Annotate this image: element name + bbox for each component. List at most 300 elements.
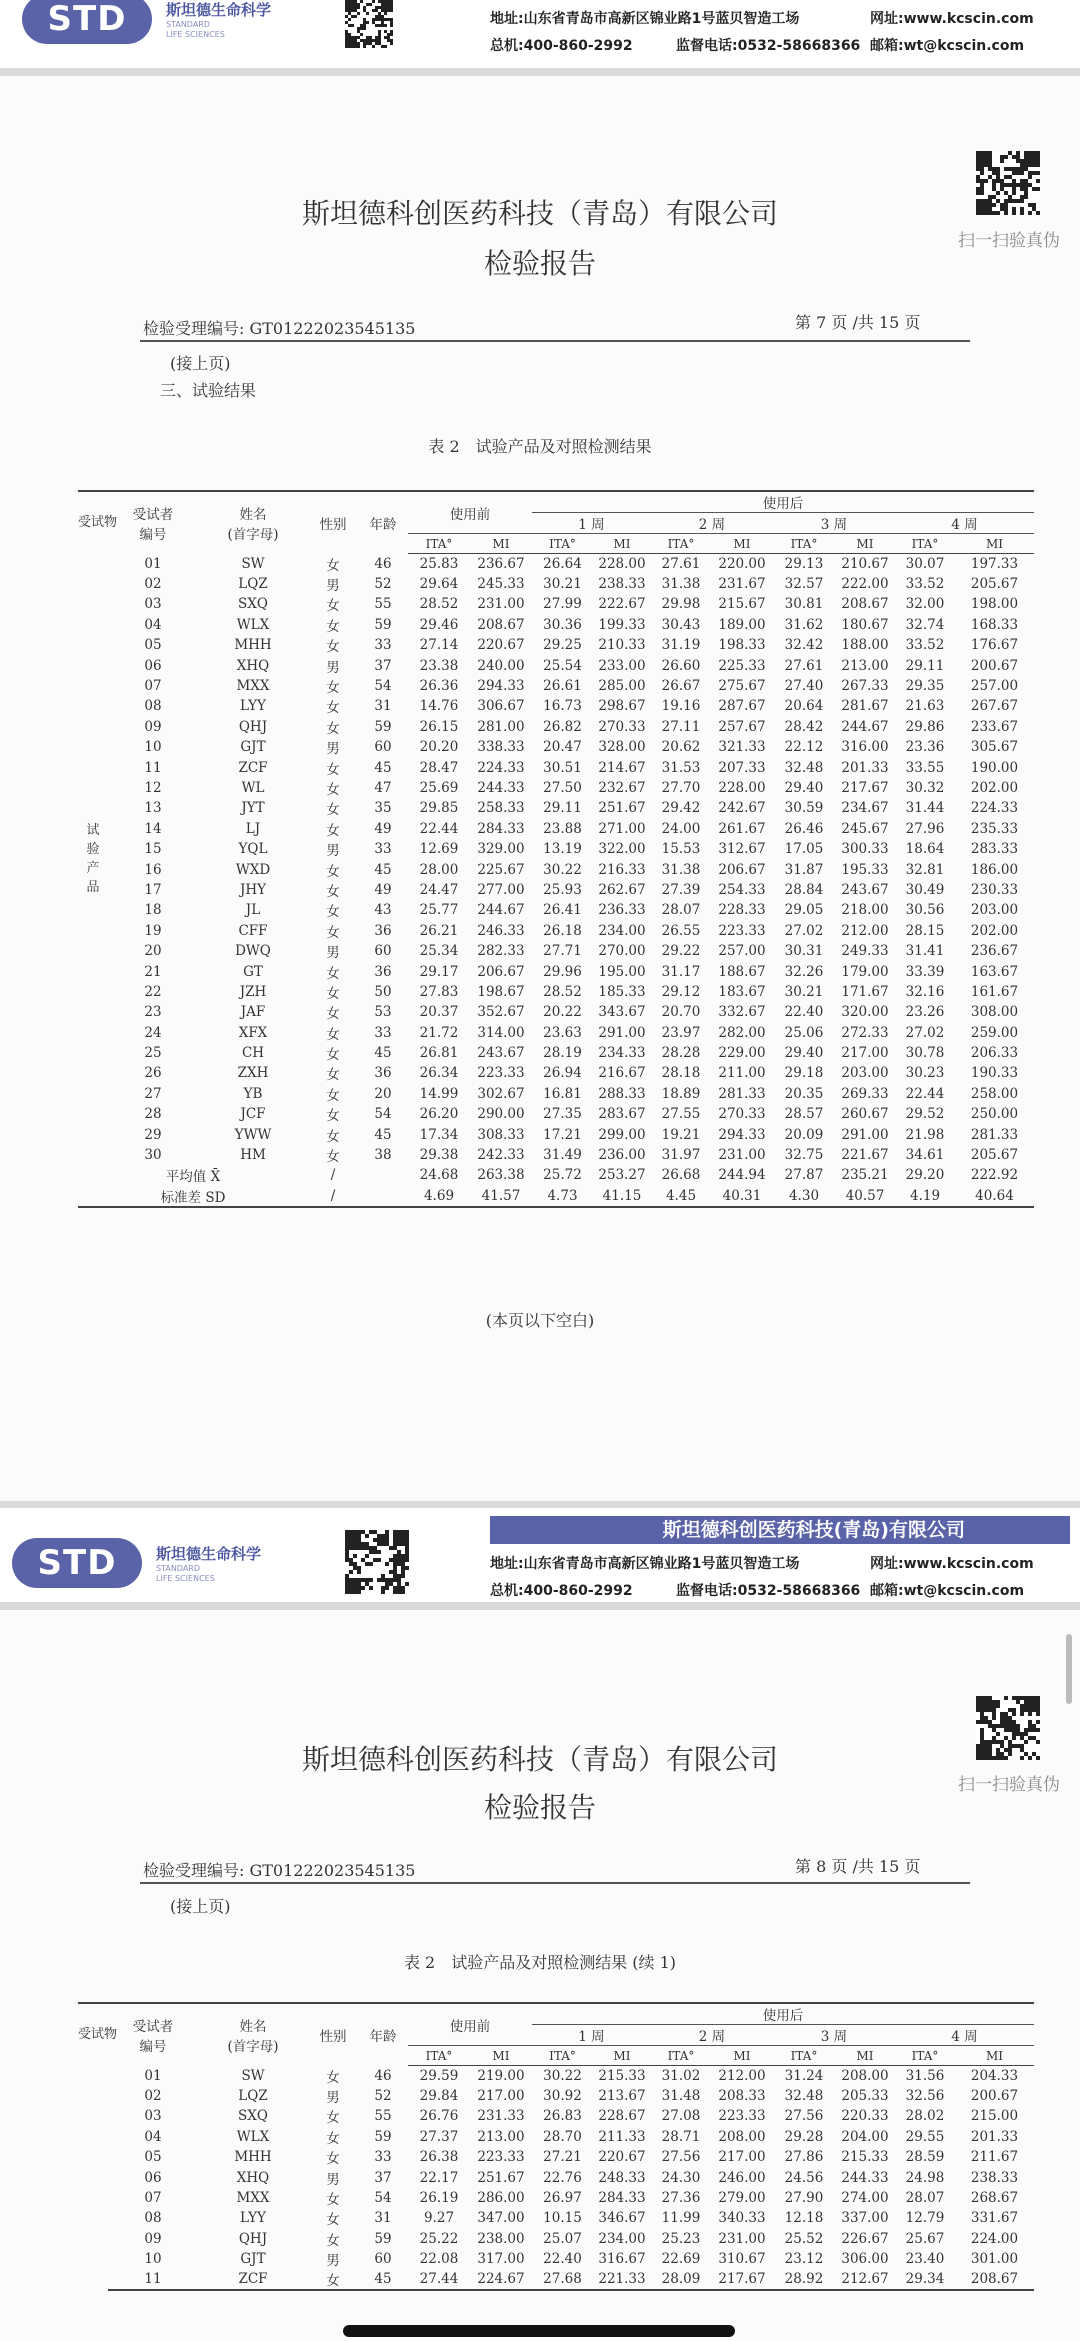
subject-age: 36 bbox=[374, 922, 392, 939]
measurement-value: 29.98 bbox=[661, 596, 701, 613]
table-row bbox=[78, 1084, 1034, 1104]
subject-sex: 女 bbox=[326, 1006, 340, 1023]
measurement-value: 25.07 bbox=[543, 2230, 582, 2247]
measurement-value: 198.33 bbox=[718, 637, 766, 654]
subject-no: 05 bbox=[144, 2149, 162, 2166]
subheader-ita: ITA° bbox=[532, 534, 593, 554]
measurement-value: 206.67 bbox=[718, 861, 766, 878]
header-name: 姓名 (首字母) bbox=[198, 491, 308, 554]
subject-initials: JL bbox=[245, 902, 261, 919]
measurement-value: 347.00 bbox=[477, 2210, 525, 2227]
header-age: 年龄 bbox=[358, 491, 408, 554]
subject-initials: SW bbox=[241, 555, 265, 572]
measurement-value: 26.19 bbox=[419, 2190, 459, 2207]
measurement-value: 231.00 bbox=[718, 2230, 766, 2247]
measurement-value: 26.97 bbox=[543, 2190, 582, 2207]
measurement-value: 281.00 bbox=[477, 718, 525, 735]
footer-address: 地址:山东省青岛市高新区锦业路1号蓝贝智造工场 bbox=[490, 11, 800, 27]
subject-no: 11 bbox=[144, 759, 162, 776]
measurement-value: 27.61 bbox=[661, 555, 701, 572]
measurement-value: 30.07 bbox=[905, 555, 945, 572]
measurement-value: 31.48 bbox=[661, 2088, 701, 2105]
subheader-mi: MI bbox=[470, 2046, 532, 2066]
subject-no: 07 bbox=[144, 2190, 162, 2207]
measurement-value: 30.92 bbox=[543, 2088, 582, 2105]
measurement-value: 18.64 bbox=[905, 841, 945, 858]
subject-age: 33 bbox=[374, 1024, 392, 1041]
subject-initials: WXD bbox=[235, 861, 271, 878]
measurement-value: 26.46 bbox=[784, 820, 824, 837]
measurement-value: 27.44 bbox=[408, 2269, 470, 2290]
measurement-value: 244.33 bbox=[841, 2169, 889, 2186]
subject-age: 52 bbox=[374, 576, 392, 593]
measurement-value: 31.87 bbox=[784, 861, 824, 878]
subheader-mi: MI bbox=[955, 2046, 1034, 2066]
subject-initials: YB bbox=[243, 1085, 263, 1102]
measurement-value: 29.38 bbox=[419, 1147, 459, 1164]
stat-value: 29.20 bbox=[905, 1167, 945, 1184]
measurement-value: 306.67 bbox=[477, 698, 525, 715]
measurement-value: 23.38 bbox=[419, 657, 459, 674]
measurement-value: 267.67 bbox=[970, 698, 1019, 715]
subject-age: 59 bbox=[374, 718, 392, 735]
measurement-value: 25.52 bbox=[784, 2230, 824, 2247]
subject-initials: JAF bbox=[240, 1004, 266, 1021]
measurement-value: 272.33 bbox=[841, 1024, 889, 1041]
measurement-value: 29.42 bbox=[661, 800, 701, 817]
subheader-ita: ITA° bbox=[408, 2046, 470, 2066]
subject-sex: 男 bbox=[326, 659, 340, 676]
header-rule bbox=[140, 1882, 970, 1884]
end-of-page-note: (本页以下空白) bbox=[485, 1311, 595, 1330]
measurement-value: 31.49 bbox=[543, 1147, 582, 1164]
measurement-value: 23.97 bbox=[661, 1024, 701, 1041]
measurement-value: 206.67 bbox=[477, 963, 525, 980]
measurement-value: 261.67 bbox=[718, 820, 766, 837]
measurement-value: 232.67 bbox=[598, 779, 646, 796]
measurement-value: 20.64 bbox=[784, 698, 824, 715]
subject-no: 10 bbox=[144, 739, 162, 756]
measurement-value: 208.67 bbox=[477, 616, 525, 633]
stat-value: 40.31 bbox=[711, 1186, 773, 1207]
subject-age: 38 bbox=[374, 1147, 392, 1164]
measurement-value: 337.00 bbox=[841, 2210, 889, 2227]
measurement-value: 257.00 bbox=[718, 943, 766, 960]
measurement-value: 277.00 bbox=[477, 881, 525, 898]
measurement-value: 31.38 bbox=[661, 861, 701, 878]
sd-row-slash: / bbox=[308, 1186, 358, 1207]
logo-en-text-1: STANDARD bbox=[166, 19, 211, 29]
subject-no: 14 bbox=[144, 820, 162, 837]
measurement-value: 231.00 bbox=[718, 1147, 766, 1164]
measurement-value: 26.82 bbox=[543, 718, 582, 735]
measurement-value: 22.44 bbox=[419, 820, 459, 837]
measurement-value: 212.67 bbox=[835, 2269, 895, 2290]
measurement-value: 31.62 bbox=[784, 616, 824, 633]
measurement-value: 224.33 bbox=[970, 800, 1019, 817]
logo-en-text-2: LIFE SCIENCES bbox=[166, 29, 225, 39]
measurement-value: 238.33 bbox=[598, 576, 646, 593]
measurement-value: 21.98 bbox=[905, 1126, 945, 1143]
header-week-3: 3 周 bbox=[773, 513, 895, 534]
subject-age: 54 bbox=[374, 1106, 392, 1123]
measurement-value: 220.67 bbox=[477, 637, 525, 654]
subject-sex: 女 bbox=[326, 1108, 340, 1125]
measurement-value: 21.63 bbox=[905, 698, 945, 715]
measurement-value: 22.40 bbox=[543, 2251, 582, 2268]
subject-age: 45 bbox=[374, 861, 392, 878]
measurement-value: 32.75 bbox=[784, 1147, 824, 1164]
measurement-value: 28.57 bbox=[784, 1106, 824, 1123]
measurement-value: 223.33 bbox=[718, 922, 766, 939]
subject-initials: GJT bbox=[240, 739, 266, 756]
subheader-ita: ITA° bbox=[651, 534, 711, 554]
company-logo bbox=[12, 1538, 261, 1588]
measurement-value: 29.17 bbox=[419, 963, 459, 980]
table-row bbox=[78, 941, 1034, 961]
measurement-value: 32.48 bbox=[784, 759, 824, 776]
measurement-value: 210.33 bbox=[598, 637, 646, 654]
measurement-value: 211.00 bbox=[718, 1065, 766, 1082]
measurement-value: 29.84 bbox=[419, 2088, 459, 2105]
subject-sex: 男 bbox=[326, 2171, 340, 2188]
measurement-value: 176.67 bbox=[970, 637, 1019, 654]
subject-sex: 女 bbox=[326, 1128, 340, 1145]
measurement-value: 242.33 bbox=[477, 1147, 525, 1164]
measurement-value: 29.96 bbox=[543, 963, 582, 980]
footer-address: 地址:山东省青岛市高新区锦业路1号蓝贝智造工场 bbox=[490, 1556, 800, 1572]
stat-value: 25.72 bbox=[543, 1167, 582, 1184]
subject-no: 09 bbox=[144, 2230, 162, 2247]
subject-age: 49 bbox=[374, 820, 392, 837]
measurement-value: 322.00 bbox=[598, 841, 646, 858]
table-row bbox=[78, 2188, 1034, 2208]
subject-sex: 女 bbox=[326, 1047, 340, 1064]
measurement-value: 30.81 bbox=[784, 596, 824, 613]
company-name-bar: 斯坦德科创医药科技(青岛)有限公司 bbox=[490, 1516, 1070, 1544]
measurement-value: 31.17 bbox=[661, 963, 701, 980]
measurement-value: 225.33 bbox=[718, 657, 766, 674]
stat-value: 244.94 bbox=[718, 1167, 766, 1184]
measurement-value: 284.33 bbox=[477, 820, 525, 837]
stat-value: 40.64 bbox=[955, 1186, 1034, 1207]
subheader-mi: MI bbox=[835, 2046, 895, 2066]
measurement-value: 231.00 bbox=[477, 596, 525, 613]
subject-age: 55 bbox=[374, 2108, 392, 2125]
subject-sex: 女 bbox=[326, 1067, 340, 1084]
measurement-value: 22.08 bbox=[419, 2251, 459, 2268]
measurement-value: 226.67 bbox=[841, 2230, 889, 2247]
measurement-value: 346.67 bbox=[598, 2210, 646, 2227]
header-rule bbox=[140, 340, 970, 342]
measurement-value: 343.67 bbox=[598, 1004, 646, 1021]
measurement-value: 28.52 bbox=[419, 596, 459, 613]
header-week-2: 2 周 bbox=[651, 513, 773, 534]
measurement-value: 268.67 bbox=[970, 2190, 1019, 2207]
subheader-mi: MI bbox=[955, 534, 1034, 554]
stat-value: 41.57 bbox=[470, 1186, 532, 1207]
measurement-value: 338.33 bbox=[477, 739, 525, 756]
footer-website: 网址:www.kcscin.com bbox=[870, 11, 1034, 27]
measurement-value: 20.20 bbox=[419, 739, 459, 756]
measurement-value: 246.00 bbox=[718, 2169, 766, 2186]
measurement-value: 29.12 bbox=[661, 983, 701, 1000]
subject-age: 33 bbox=[374, 2149, 392, 2166]
table-row bbox=[78, 2127, 1034, 2147]
subject-age: 37 bbox=[374, 2169, 392, 2186]
measurement-value: 32.74 bbox=[905, 616, 945, 633]
measurement-value: 285.00 bbox=[598, 678, 646, 695]
measurement-value: 320.00 bbox=[841, 1004, 889, 1021]
table-row bbox=[78, 839, 1034, 859]
report-title: 检验报告 bbox=[483, 1791, 596, 1824]
measurement-value: 33.52 bbox=[905, 576, 945, 593]
subject-no: 04 bbox=[144, 2128, 162, 2145]
table-row bbox=[78, 2208, 1034, 2228]
subject-age: 46 bbox=[374, 555, 392, 572]
measurement-value: 19.21 bbox=[661, 1126, 701, 1143]
measurement-value: 271.00 bbox=[598, 820, 646, 837]
measurement-value: 27.56 bbox=[784, 2108, 824, 2125]
measurement-value: 291.00 bbox=[598, 1024, 646, 1041]
measurement-value: 29.40 bbox=[784, 1045, 824, 1062]
measurement-value: 286.00 bbox=[477, 2190, 525, 2207]
subject-sex: 女 bbox=[326, 904, 340, 921]
subject-sex: 女 bbox=[326, 639, 340, 656]
stat-value: 4.73 bbox=[532, 1186, 593, 1207]
measurement-value: 28.00 bbox=[419, 861, 459, 878]
measurement-value: 279.00 bbox=[718, 2190, 766, 2207]
measurement-value: 246.33 bbox=[477, 922, 525, 939]
measurement-value: 220.33 bbox=[841, 2108, 889, 2125]
subject-sex: 女 bbox=[326, 2192, 340, 2209]
footer-email: 邮箱:wt@kcscin.com bbox=[870, 1583, 1025, 1599]
measurement-value: 217.00 bbox=[477, 2088, 525, 2105]
subheader-ita: ITA° bbox=[773, 534, 835, 554]
header-week-1: 1 周 bbox=[532, 513, 651, 534]
subject-age: 36 bbox=[374, 963, 392, 980]
qr-code-icon bbox=[345, 0, 407, 48]
subject-age: 45 bbox=[374, 759, 392, 776]
mean-row-slash: / bbox=[330, 1167, 336, 1184]
measurement-value: 233.00 bbox=[598, 657, 646, 674]
measurement-value: 17.05 bbox=[784, 841, 824, 858]
std-logo-badge: STD bbox=[12, 1538, 142, 1588]
measurement-value: 30.49 bbox=[905, 881, 945, 898]
stat-value: 27.87 bbox=[784, 1167, 824, 1184]
measurement-value: 25.34 bbox=[419, 943, 459, 960]
subject-no: 08 bbox=[144, 2210, 162, 2227]
measurement-value: 223.33 bbox=[477, 2149, 525, 2166]
measurement-value: 29.35 bbox=[905, 678, 945, 695]
measurement-value: 213.00 bbox=[841, 657, 889, 674]
measurement-value: 251.67 bbox=[598, 800, 646, 817]
measurement-value: 28.71 bbox=[661, 2128, 701, 2145]
measurement-value: 223.33 bbox=[718, 2108, 766, 2125]
subheader-ita: ITA° bbox=[408, 534, 470, 554]
measurement-value: 215.33 bbox=[841, 2149, 889, 2166]
subject-no: 22 bbox=[144, 983, 162, 1000]
subject-sex: 女 bbox=[326, 1087, 340, 1104]
measurement-value: 30.22 bbox=[543, 861, 582, 878]
subject-age: 46 bbox=[374, 2067, 392, 2084]
measurement-value: 31.19 bbox=[661, 637, 701, 654]
measurement-value: 27.02 bbox=[784, 922, 824, 939]
subject-age: 37 bbox=[374, 657, 392, 674]
measurement-value: 208.00 bbox=[841, 2067, 889, 2084]
subject-sex: 女 bbox=[326, 781, 340, 798]
subheader-mi: MI bbox=[711, 534, 773, 554]
section-heading: 三、试验结果 bbox=[160, 381, 257, 400]
subheader-mi: MI bbox=[711, 2046, 773, 2066]
measurement-value: 30.78 bbox=[905, 1045, 945, 1062]
measurement-value: 27.61 bbox=[784, 657, 824, 674]
measurement-value: 28.28 bbox=[661, 1045, 701, 1062]
subject-no: 06 bbox=[144, 657, 162, 674]
measurement-value: 250.00 bbox=[970, 1106, 1019, 1123]
header-after-use: 使用后 bbox=[532, 491, 1034, 513]
qr-code-icon bbox=[976, 1696, 1040, 1760]
measurement-value: 27.50 bbox=[543, 779, 582, 796]
measurement-value: 257.00 bbox=[970, 678, 1019, 695]
measurement-value: 28.70 bbox=[543, 2128, 582, 2145]
measurement-value: 222.00 bbox=[841, 576, 889, 593]
measurement-value: 28.09 bbox=[651, 2269, 711, 2290]
measurement-value: 28.19 bbox=[543, 1045, 582, 1062]
table-row bbox=[78, 900, 1034, 920]
subject-no: 19 bbox=[144, 922, 162, 939]
measurement-value: 332.67 bbox=[718, 1004, 766, 1021]
measurement-value: 26.76 bbox=[419, 2108, 459, 2125]
measurement-value: 22.76 bbox=[543, 2169, 582, 2186]
results-table bbox=[78, 490, 1034, 1208]
measurement-value: 223.33 bbox=[477, 1065, 525, 1082]
measurement-value: 29.11 bbox=[905, 657, 945, 674]
measurement-value: 243.67 bbox=[841, 881, 889, 898]
measurement-value: 27.99 bbox=[543, 596, 582, 613]
header-before-use: 使用前 bbox=[408, 491, 532, 534]
measurement-value: 28.07 bbox=[661, 902, 701, 919]
header-after-use: 使用后 bbox=[532, 2003, 1034, 2025]
measurement-value: 22.17 bbox=[419, 2169, 459, 2186]
measurement-value: 281.33 bbox=[718, 1085, 766, 1102]
measurement-value: 29.55 bbox=[905, 2128, 945, 2145]
measurement-value: 30.32 bbox=[905, 779, 945, 796]
measurement-value: 26.83 bbox=[543, 2108, 582, 2125]
subject-initials: LQZ bbox=[238, 2088, 268, 2105]
measurement-value: 244.67 bbox=[841, 718, 889, 735]
table-row bbox=[78, 2229, 1034, 2249]
subject-sex: 女 bbox=[326, 883, 340, 900]
home-indicator[interactable] bbox=[343, 2325, 735, 2337]
measurement-value: 294.33 bbox=[718, 1126, 766, 1143]
table-row bbox=[78, 819, 1034, 839]
subject-no: 16 bbox=[144, 861, 162, 878]
measurement-value: 26.34 bbox=[419, 1065, 459, 1082]
measurement-value: 17.21 bbox=[543, 1126, 582, 1143]
measurement-value: 216.33 bbox=[598, 861, 646, 878]
measurement-value: 30.59 bbox=[784, 800, 824, 817]
subject-sex: 女 bbox=[326, 985, 340, 1002]
subject-age: 60 bbox=[374, 943, 392, 960]
measurement-value: 275.67 bbox=[718, 678, 766, 695]
subject-sex: 女 bbox=[326, 680, 340, 697]
measurement-value: 29.13 bbox=[784, 555, 824, 572]
measurement-value: 230.33 bbox=[970, 881, 1019, 898]
stat-value: 253.27 bbox=[598, 1167, 646, 1184]
subject-sex: 女 bbox=[326, 720, 340, 737]
measurement-value: 161.67 bbox=[970, 983, 1019, 1000]
subject-no: 30 bbox=[144, 1147, 162, 1164]
measurement-value: 185.33 bbox=[598, 983, 646, 1000]
sd-row bbox=[78, 1186, 1034, 1207]
measurement-value: 244.33 bbox=[477, 779, 525, 796]
measurement-value: 25.23 bbox=[661, 2230, 701, 2247]
measurement-value: 30.21 bbox=[784, 983, 824, 1000]
measurement-value: 28.18 bbox=[661, 1065, 701, 1082]
measurement-value: 28.52 bbox=[543, 983, 582, 1000]
subject-no: 06 bbox=[144, 2169, 162, 2186]
subject-initials: ZCF bbox=[198, 2269, 308, 2290]
stat-value: 4.45 bbox=[651, 1186, 711, 1207]
measurement-value: 25.54 bbox=[543, 657, 582, 674]
measurement-value: 14.99 bbox=[419, 1085, 459, 1102]
subject-age: 60 bbox=[374, 739, 392, 756]
measurement-value: 308.33 bbox=[477, 1126, 525, 1143]
measurement-value: 10.15 bbox=[543, 2210, 582, 2227]
measurement-value: 236.00 bbox=[598, 1147, 646, 1164]
measurement-value: 284.33 bbox=[598, 2190, 646, 2207]
measurement-value: 233.67 bbox=[970, 718, 1019, 735]
subject-no: 18 bbox=[144, 902, 162, 919]
subject-initials: JCF bbox=[240, 1106, 266, 1123]
measurement-value: 29.18 bbox=[784, 1065, 824, 1082]
scrollbar-thumb[interactable] bbox=[1066, 1634, 1072, 1704]
sd-row-blank bbox=[358, 1186, 408, 1207]
subject-initials: JHY bbox=[239, 881, 267, 898]
subject-age: 45 bbox=[358, 2269, 408, 2290]
measurement-value: 20.37 bbox=[419, 1004, 459, 1021]
measurement-value: 27.71 bbox=[543, 943, 582, 960]
table-row bbox=[78, 1124, 1034, 1144]
measurement-value: 270.00 bbox=[598, 943, 646, 960]
subject-initials: QHJ bbox=[238, 2230, 268, 2247]
measurement-value: 13.19 bbox=[543, 841, 582, 858]
measurement-value: 258.33 bbox=[477, 800, 525, 817]
measurement-value: 23.63 bbox=[543, 1024, 582, 1041]
measurement-value: 188.00 bbox=[841, 637, 889, 654]
table-row bbox=[78, 2147, 1034, 2167]
subject-age: 59 bbox=[374, 2128, 392, 2145]
measurement-value: 29.64 bbox=[419, 576, 459, 593]
measurement-value: 229.00 bbox=[718, 1045, 766, 1062]
measurement-value: 236.67 bbox=[970, 943, 1019, 960]
table-row bbox=[78, 1043, 1034, 1063]
measurement-value: 26.55 bbox=[661, 922, 701, 939]
measurement-value: 29.05 bbox=[784, 902, 824, 919]
subject-no: 23 bbox=[144, 1004, 162, 1021]
subject-age: 50 bbox=[374, 983, 392, 1000]
measurement-value: 25.67 bbox=[905, 2230, 945, 2247]
footer-supervision-phone: 监督电话:0532-58668366 bbox=[676, 1583, 861, 1599]
subject-no: 02 bbox=[144, 576, 162, 593]
subject-sex: 女 bbox=[326, 2130, 340, 2147]
measurement-value: 171.67 bbox=[841, 983, 889, 1000]
measurement-value: 254.33 bbox=[718, 881, 766, 898]
table-row bbox=[78, 1063, 1034, 1083]
measurement-value: 201.33 bbox=[970, 2128, 1019, 2145]
measurement-value: 28.42 bbox=[784, 718, 824, 735]
